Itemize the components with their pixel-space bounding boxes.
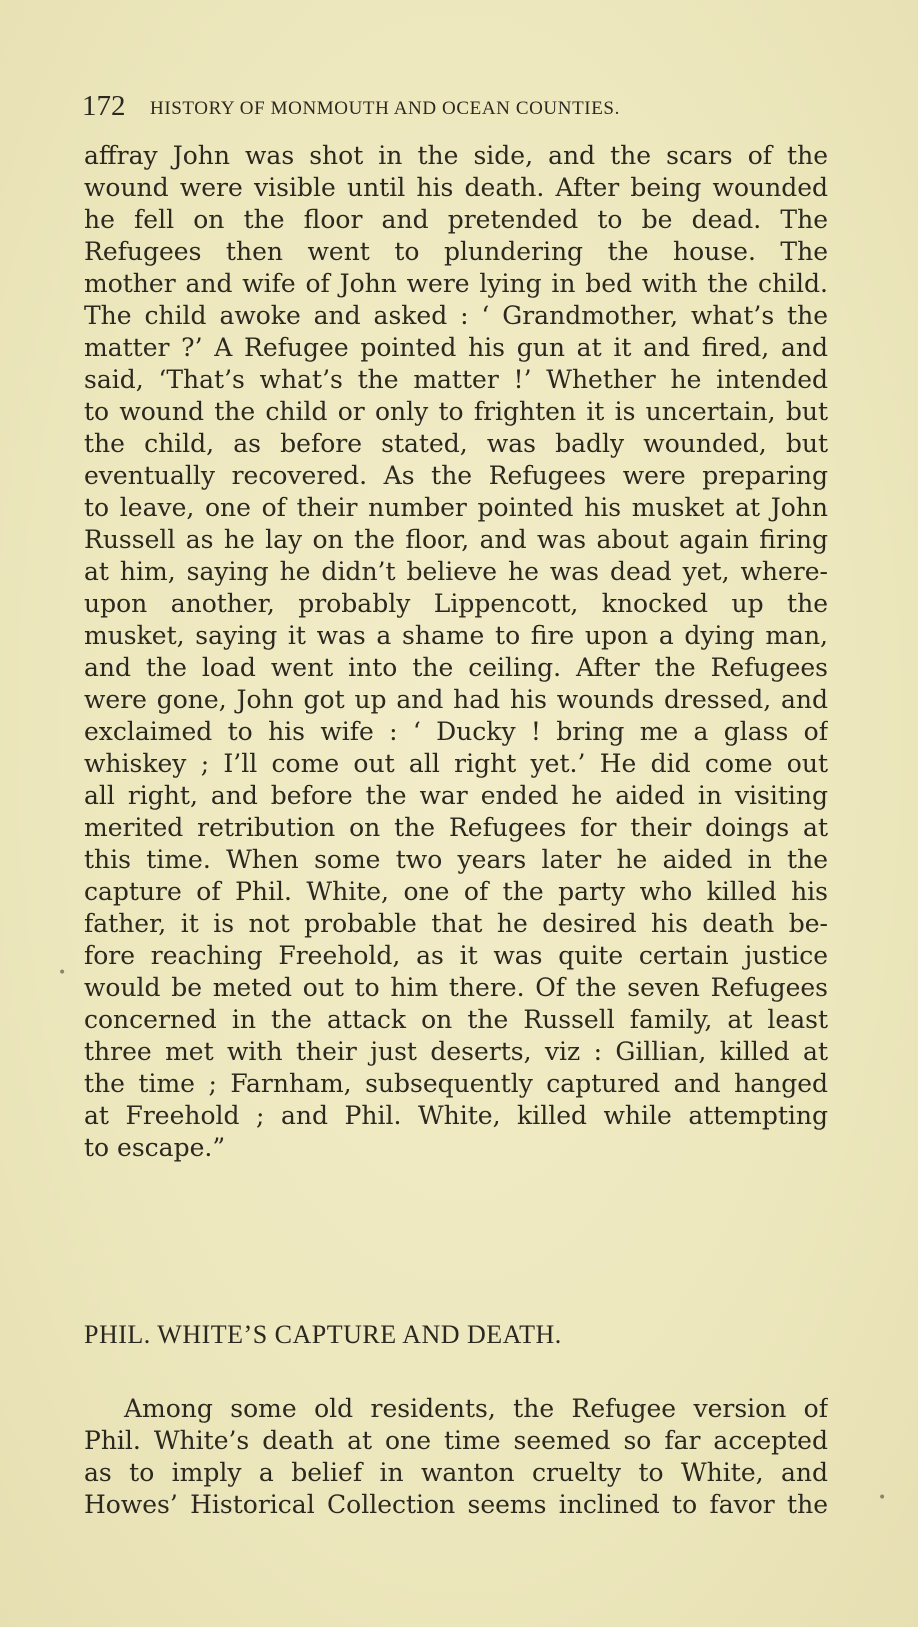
text-line: Refugees then went to plundering the house. The: [84, 237, 828, 266]
text-line: father, it is not probable that he desired his death be-: [84, 909, 828, 938]
text-line: upon another, probably Lippencott, knocked up the: [84, 589, 828, 618]
text-line: and the load went into the ceiling. After the Refugees: [84, 653, 828, 682]
text-line: at him, saying he didn’t believe he was dead yet, where-: [84, 557, 828, 586]
section-heading: PHIL. WHITE’S CAPTURE AND DEATH.: [84, 1320, 562, 1349]
text-line: three met with their just deserts, viz : Gillian, killed at: [84, 1037, 828, 1066]
text-line: eventually recovered. As the Refugees were preparing: [84, 461, 828, 490]
text-line: would be meted out to him there. Of the seven Refugees: [84, 973, 828, 1002]
text-line: at Freehold ; and Phil. White, killed while attempting: [84, 1101, 828, 1130]
text-line: this time. When some two years later he aided in the: [84, 845, 828, 874]
text-line: capture of Phil. White, one of the party who killed his: [84, 877, 828, 906]
text-line: Howes’ Historical Collection seems inclined to favor the: [84, 1490, 828, 1519]
text-line: merited retribution on the Refugees for their doings at: [84, 813, 828, 842]
page-number: 172: [82, 90, 126, 122]
text-line: all right, and before the war ended he aided in visiting: [84, 781, 828, 810]
text-line: to leave, one of their number pointed his musket at John: [84, 493, 828, 522]
text-line: the child, as before stated, was badly wounded, but: [84, 429, 828, 458]
paragraph-1: [84, 140, 828, 1164]
text-line: said, ‘That’s what’s the matter !’ Whether he intended: [84, 365, 828, 394]
text-line: Russell as he lay on the floor, and was about again firing: [84, 525, 828, 554]
text-line: Among some old residents, the Refugee version of: [124, 1394, 828, 1423]
text-line: he fell on the floor and pretended to be dead. The: [84, 205, 828, 234]
text-line: were gone, John got up and had his wounds dressed, and: [84, 685, 828, 714]
paragraph-2: [84, 1393, 828, 1521]
text-line: to escape.”: [84, 1133, 226, 1162]
print-speck: •: [878, 1490, 887, 1506]
text-line: Phil. White’s death at one time seemed so far accepted: [84, 1426, 828, 1455]
text-line: exclaimed to his wife : ‘ Ducky ! bring me a glass of: [84, 717, 828, 746]
text-line: concerned in the attack on the Russell family, at least: [84, 1005, 828, 1034]
text-line: whiskey ; I’ll come out all right yet.’ He did come out: [84, 749, 828, 778]
print-speck: •: [58, 965, 67, 981]
text-line: matter ?’ A Refugee pointed his gun at it and fired, and: [84, 333, 828, 362]
text-line: The child awoke and asked : ‘ Grandmother, what’s the: [84, 301, 828, 330]
text-line: fore reaching Freehold, as it was quite certain justice: [84, 941, 828, 970]
running-head: HISTORY OF MONMOUTH AND OCEAN COUNTIES.: [150, 98, 620, 119]
page-header: [82, 86, 842, 126]
text-line: as to imply a belief in wanton cruelty to White, and: [84, 1458, 828, 1487]
text-line: musket, saying it was a shame to fire upon a dying man,: [84, 621, 828, 650]
text-line: wound were visible until his death. After being wounded: [84, 173, 828, 202]
text-line: affray John was shot in the side, and the scars of the: [84, 141, 828, 170]
text-line: to wound the child or only to frighten it is uncertain, but: [84, 397, 828, 426]
text-line: mother and wife of John were lying in bed with the child.: [84, 269, 828, 298]
text-line: the time ; Farnham, subsequently captured and hanged: [84, 1069, 828, 1098]
